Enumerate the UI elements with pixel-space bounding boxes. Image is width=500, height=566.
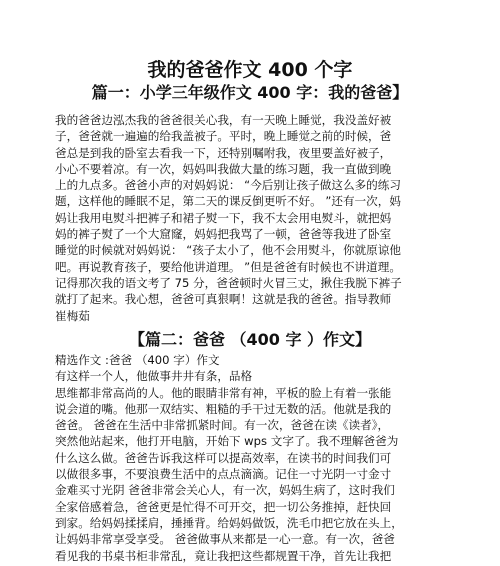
text-line: 有这样一个人，他做事井井有条，品格 (55, 369, 253, 384)
text-line: 突然他站起来，他打开电脑，开始下 wps 文字了。我不理解爸爸为 (55, 434, 399, 449)
text-line: 爸总是到我的卧室去看我一下，还特别嘱咐我，夜里要盖好被子， (55, 145, 392, 160)
text-line: 小心不要着凉。有一次，妈妈叫我做大量的练习题，我一直做到晚 (55, 161, 392, 176)
section1-heading: 篇一：小学三年级作文 400 字：我的爸爸】 (91, 83, 409, 102)
text-line: 我的爸爸边泓杰我的爸爸很关心我，有一天晚上睡觉，我没盖好被 (55, 113, 392, 127)
text-line: 金难买寸光阴 爸爸非常会关心人，有一次，妈妈生病了，这时我们 (55, 483, 395, 498)
text-line: 记得那次我的语文考了 75 分，爸爸顿时火冒三丈，揪住我脱下裤子 (55, 275, 402, 290)
text-line: 崔梅茹 (55, 308, 90, 323)
text-line: 思维都非常高尚的人。他的眼睛非常有神，平板的脸上有着一张能 (55, 385, 392, 400)
text-line: 睡觉的时候就对妈妈说： “孩子太小了，他不会用熨斗，你就原谅他 (55, 243, 401, 258)
text-line: 吧。再说教育孩子，要给他讲道理。 ”但是爸爸有时候也不讲道理。 (55, 259, 401, 274)
section2-heading: 【篇二：爸爸 （400 字 ）作文】 (128, 330, 372, 349)
text-line: 妈让我用电熨斗把裤子和裙子熨一下，我不太会用电熨斗，就把妈 (55, 210, 392, 225)
text-line: 题，这样他的睡眠不足，第二天的课反倒更听不好。 ”还有一次，妈 (55, 194, 401, 209)
text-line: 精选作文 :爸爸 （400 字）作文 (55, 353, 220, 367)
text-line: 就打了起来。我心想，爸爸可真狠啊！这就是我的爸爸。指导教师 (55, 292, 392, 307)
text-line: 说会道的嘴。他那一双结实、粗糙的手干过无数的活。他就是我的 (55, 401, 392, 416)
text-line: 上的九点多。爸爸小声的对妈妈说： “今后别让孩子做这么多的练习 (55, 178, 401, 193)
text-line: 以做很多事，不要浪费生活中的点点滴滴。记住一寸光阴一寸金寸 (55, 467, 392, 482)
text-line: 爸爸。 爸爸在生活中非常抓紧时间。有一次，爸爸在读《读者》， (55, 418, 390, 433)
text-line: 让妈妈非常享受享受。 爸爸做事从来都是一心一意。有一次，爸爸 (55, 532, 395, 547)
text-line: 到家。给妈妈揉揉肩，捶捶背。给妈妈做饭，洗毛巾把它放在头上， (55, 515, 403, 530)
text-line: 妈的裤子熨了一个大窟窿，妈妈把我骂了一顿，爸爸等我进了卧室 (55, 227, 392, 242)
section2-body (55, 352, 455, 564)
section1-body (55, 112, 455, 324)
text-line: 全家倍感着急，爸爸更是忙得不可开交，把一切公务推掉，赶快回 (55, 499, 392, 514)
document-title: 我的爸爸作文 400 个字 (147, 59, 353, 81)
text-line: 子，爸爸就一遍遍的给我盖被子。平时，晚上睡觉之前的时候，爸 (55, 129, 392, 144)
text-line: 什么这么做。爸爸告诉我这样可以提高效率，在读书的时间我们可 (55, 450, 392, 465)
text-line: 看见我的书桌书柜非常乱，竟让我把这些都规置干净，首先让我把 (55, 548, 392, 563)
